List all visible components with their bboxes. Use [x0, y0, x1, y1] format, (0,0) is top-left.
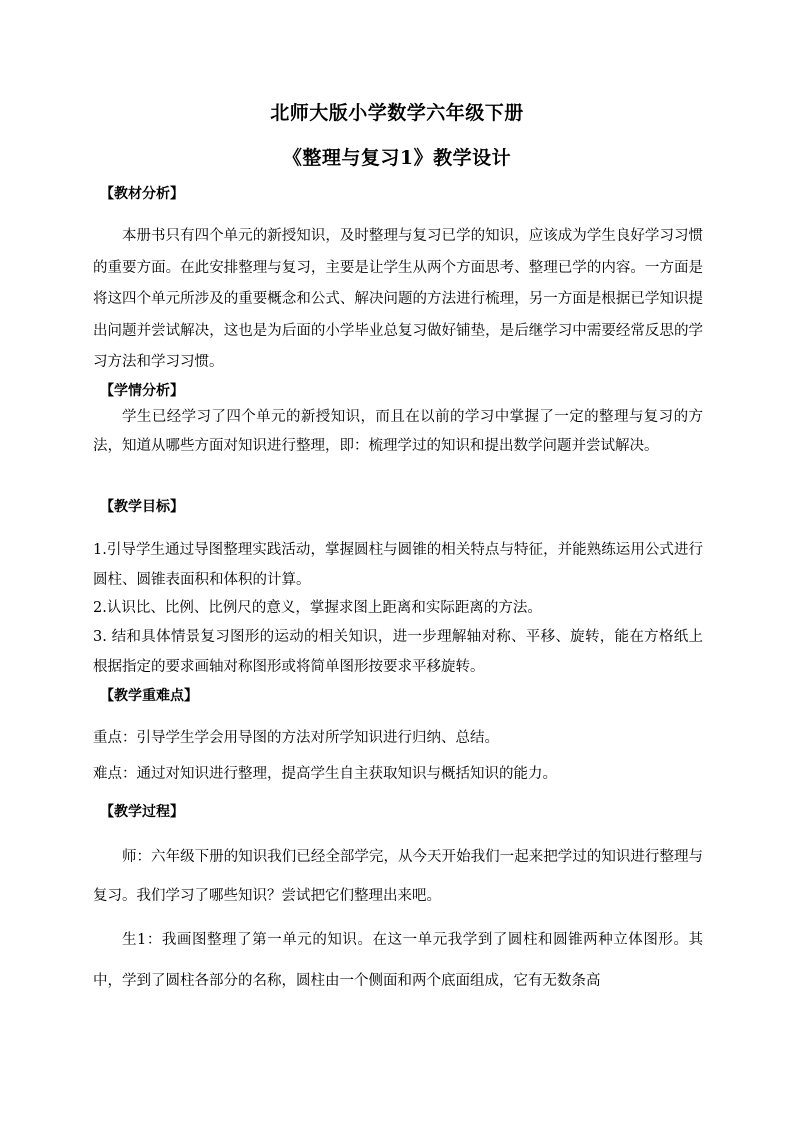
- goal-item-2: 2.认识比、比例、比例尺的意义，掌握求图上距离和实际距离的方法。: [93, 600, 542, 616]
- key-point: 重点：引导学生学会用导图的方法对所学知识进行归纳、总结。: [93, 730, 499, 746]
- heading-textbook-analysis: 【教材分析】: [100, 186, 184, 202]
- difficult-point: 难点：通过对知识进行整理，提高学生自主获取知识与概括知识的能力。: [93, 766, 557, 782]
- paragraph-student-analysis: 学生已经学习了四个单元的新授知识，而且在以前的学习中掌握了一定的整理与复习的方法，知道从哪些方面对知识进行整理，即：梳理学过的知识和提出数学问题并尝试解决。: [93, 409, 703, 454]
- document-subtitle: 《整理与复习1》教学设计: [282, 147, 512, 169]
- paragraph-teacher: 师：六年级下册的知识我们已经全部学完，从今天开始我们一起来把学过的知识进行整理与复习。我们学习了哪些知识？尝试把它们整理出来吧。: [93, 849, 703, 904]
- goal-item-3: 3. 结和具体情景复习图形的运动的相关知识，进一步理解轴对称、平移、旋转，能在方格纸上根据指定的要求画轴对称图形或将简单图形按要求平移旋转。: [93, 629, 703, 675]
- paragraph-textbook-analysis: 本册书只有四个单元的新授知识，及时整理与复习已学的知识，应该成为学生良好学习习惯的重要方面。在此安排整理与复习，主要是让学生从两个方面思考、整理已学的内容。一方面是将这四个单元所涉及的重要概念和公式、解决问题的方法进行梳理，另一方面是根据已学知识提出问题并尝试解决，这也是为后面的小学毕业总复习做好铺垫，是后继学习中需要经常反思的学习方法和学习习惯。: [93, 228, 703, 370]
- heading-teaching-goals: 【教学目标】: [100, 499, 184, 515]
- paragraph-student-1: 生1：我画图整理了第一单元的知识。在这一单元我学到了圆柱和圆锥两种立体图形。其中，学到了圆柱各部分的名称，圆柱由一个侧面和两个底面组成，它有无数条高: [93, 932, 703, 989]
- heading-student-analysis: 【学情分析】: [100, 383, 184, 399]
- heading-key-points: 【教学重难点】: [100, 688, 198, 704]
- heading-teaching-process: 【教学过程】: [100, 804, 184, 820]
- document-title: 北师大版小学数学六年级下册: [270, 102, 524, 124]
- goal-item-1: 1.引导学生通过导图整理实践活动，掌握圆柱与圆锥的相关特点与特征，并能熟练运用公式进行圆柱、圆锥表面积和体积的计算。: [93, 542, 703, 588]
